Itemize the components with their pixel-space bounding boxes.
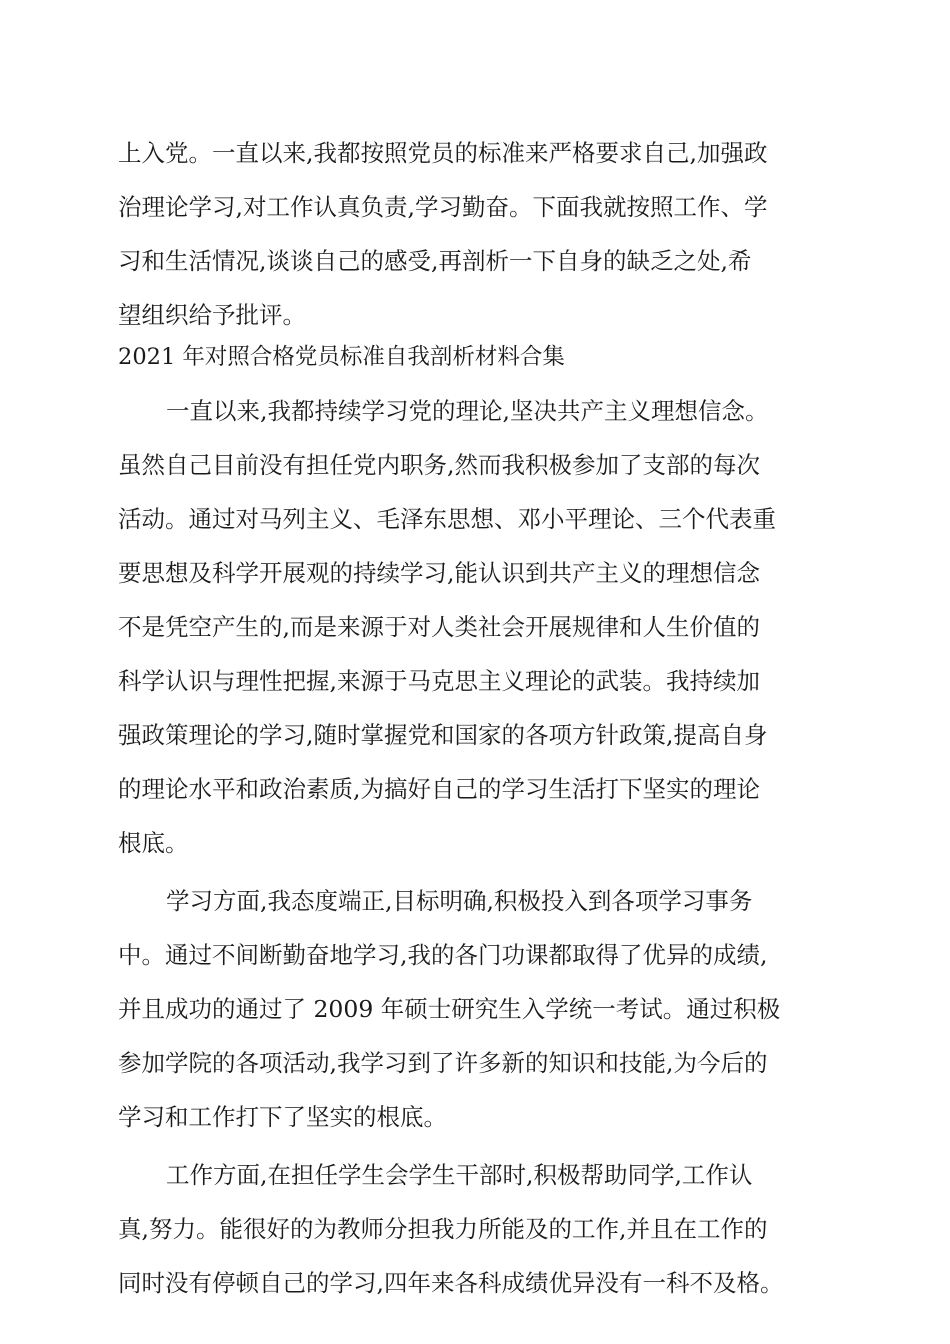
text-line: 不是凭空产生的,而是来源于对人类社会开展规律和人生价值的	[118, 613, 760, 641]
document-title: 2021 年对照合格党员标准自我剖析材料合集	[118, 344, 565, 370]
text-line: 工作方面,在担任学生会学生干部时,积极帮助同学,工作认	[166, 1161, 753, 1189]
paragraph-politics	[118, 391, 834, 877]
text-line: 并且成功的通过了 2009 年硕士研究生入学统一考试。通过积极	[118, 995, 781, 1023]
paragraph-study	[118, 881, 834, 1151]
text-line: 真,努力。能很好的为教师分担我力所能及的工作,并且在工作的	[118, 1215, 768, 1243]
text-line: 的理论水平和政治素质,为搞好自己的学习生活打下坚实的理论	[118, 775, 760, 803]
text-line: 一直以来,我都持续学习党的理论,坚决共产主义理想信念。	[166, 397, 769, 425]
text-line: 望组织给予批评。	[118, 301, 306, 329]
text-line: 上入党。一直以来,我都按照党员的标准来严格要求自己,加强政	[118, 139, 768, 167]
text-line: 治理论学习,对工作认真负责,学习勤奋。下面我就按照工作、学	[118, 193, 768, 221]
text-line: 虽然自己目前没有担任党内职务,然而我积极参加了支部的每次	[118, 451, 760, 479]
text-line: 强政策理论的学习,随时掌握党和国家的各项方针政策,提高自身	[118, 721, 768, 749]
paragraph-work	[118, 1155, 834, 1317]
text-line: 要思想及科学开展观的持续学习,能认识到共产主义的理想信念	[118, 559, 760, 587]
text-line: 同时没有停顿自己的学习,四年来各科成绩优异没有一科不及格。	[118, 1269, 784, 1297]
text-line: 中。通过不间断勤奋地学习,我的各门功课都取得了优异的成绩,	[118, 941, 768, 969]
text-line: 科学认识与理性把握,来源于马克思主义理论的武装。我持续加	[118, 667, 760, 695]
text-line: 学习方面,我态度端正,目标明确,积极投入到各项学习事务	[166, 887, 753, 915]
text-line: 活动。通过对马列主义、毛泽东思想、邓小平理论、三个代表重	[118, 505, 776, 533]
text-line: 根底。	[118, 829, 189, 857]
text-line: 学习和工作打下了坚实的根底。	[118, 1103, 447, 1131]
text-line: 习和生活情况,谈谈自己的感受,再剖析一下自身的缺乏之处,希	[118, 247, 752, 275]
text-line: 参加学院的各项活动,我学习到了许多新的知识和技能,为今后的	[118, 1049, 768, 1077]
document-page	[118, 133, 834, 1317]
intro-paragraph	[118, 133, 834, 349]
